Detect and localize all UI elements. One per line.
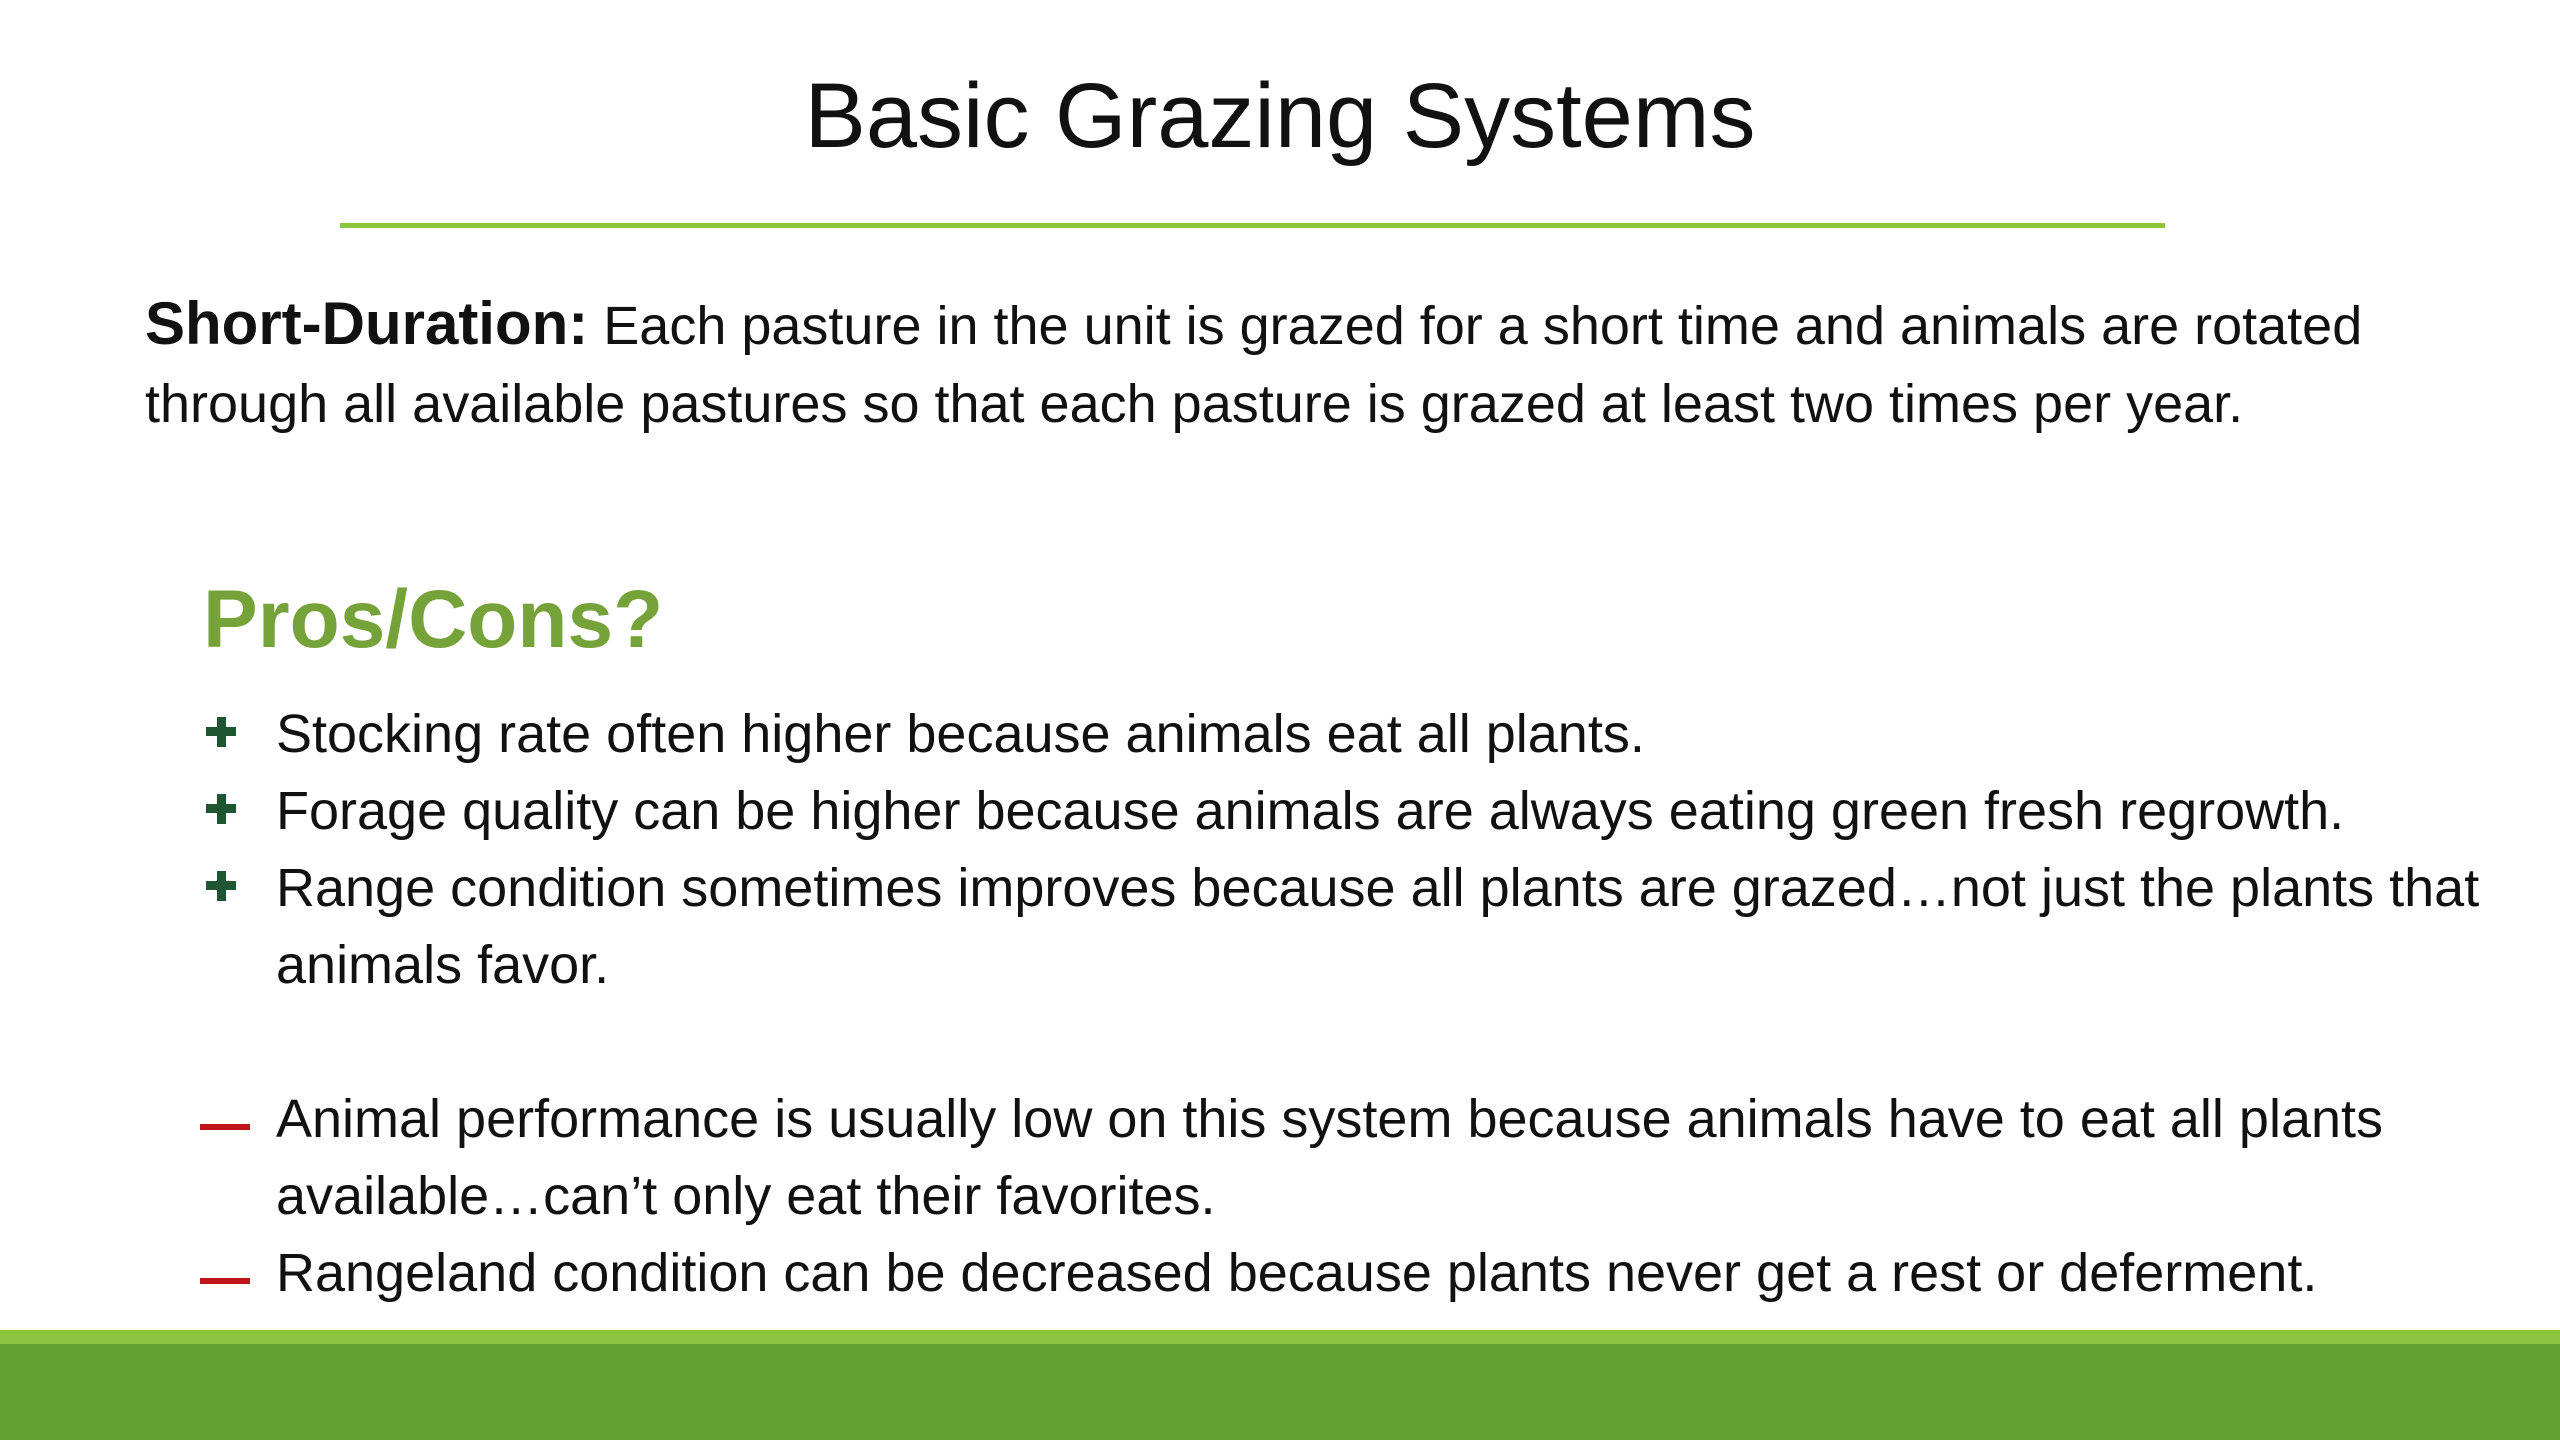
footer-band: [0, 1344, 2560, 1440]
pro-item: [200, 850, 2500, 1004]
definition-text: Each pasture in the unit is grazed for a short time and animals are rotated through all available pastures so that each pasture is grazed at least two times per year.: [145, 296, 2363, 434]
pro-text: Stocking rate often higher because animals eat all plants.: [276, 704, 1645, 764]
plus-icon: [200, 696, 254, 773]
section-heading: Pros/Cons?: [203, 574, 664, 665]
con-text: Animal performance is usually low on this system because animals have to eat all plants available…can’t only eat their favorites.: [276, 1089, 2384, 1226]
list-spacer: [200, 1004, 2500, 1081]
minus-icon: [200, 1081, 254, 1158]
plus-icon: [200, 773, 254, 850]
pro-item: [200, 696, 2500, 773]
con-item: [200, 1235, 2500, 1312]
con-item: [200, 1081, 2500, 1235]
slide-title: Basic Grazing Systems: [804, 65, 1756, 167]
definition-paragraph: [145, 285, 2445, 443]
pro-text: Forage quality can be higher because animals are always eating green fresh regrowth.: [276, 781, 2345, 841]
minus-icon: [200, 1235, 254, 1312]
definition-term: Short-Duration:: [145, 290, 589, 357]
con-text: Rangeland condition can be decreased because plants never get a rest or deferment.: [276, 1243, 2318, 1303]
plus-icon: [200, 850, 254, 927]
pro-text: Range condition sometimes improves because all plants are grazed…not just the plants that animals favor.: [276, 858, 2480, 995]
title-underline: [340, 223, 2165, 228]
pros-cons-list: [200, 696, 2500, 1312]
footer-accent-stripe: [0, 1330, 2560, 1344]
pro-item: [200, 773, 2500, 850]
